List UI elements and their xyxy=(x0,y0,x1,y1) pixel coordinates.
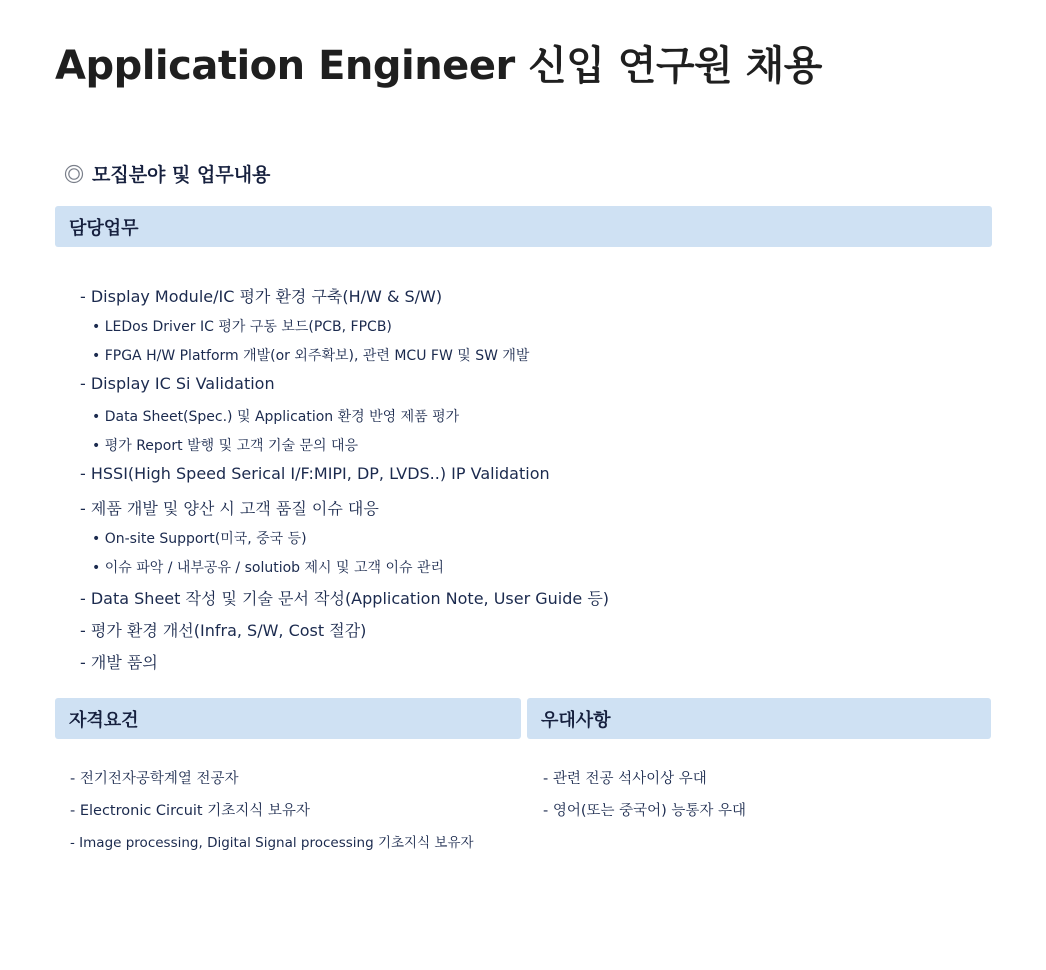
qualifications-header: 자격요건 xyxy=(55,698,521,739)
section-heading-label: 모집분야 및 업무내용 xyxy=(92,164,271,186)
duty-subitem: • 이슈 파악 / 내부공유 / solutiob 제시 및 고객 이슈 관리 xyxy=(92,560,445,576)
preference-item: - 관련 전공 석사이상 우대 xyxy=(543,771,707,787)
preferences-header: 우대사항 xyxy=(527,698,991,739)
duty-subitem: • LEDos Driver IC 평가 구동 보드(PCB, FPCB) xyxy=(92,319,392,335)
duty-item: - 개발 품의 xyxy=(80,653,158,672)
section-heading xyxy=(64,160,270,187)
qualification-item: - Image processing, Digital Signal processing 기초지식 보유자 xyxy=(70,835,474,851)
duty-item: - Data Sheet 작성 및 기술 문서 작성(Application Note, User Guide 등) xyxy=(80,589,610,608)
double-circle-icon xyxy=(64,164,84,184)
duty-item: - HSSI(High Speed Serical I/F:MIPI, DP, LVDS..) IP Validation xyxy=(80,464,550,483)
duty-item: - Display Module/IC 평가 환경 구축(H/W & S/W) xyxy=(80,287,443,306)
duty-subitem: • FPGA H/W Platform 개발(or 외주확보), 관련 MCU FW 및 SW 개발 xyxy=(92,348,530,364)
duty-item: - 평가 환경 개선(Infra, S/W, Cost 절감) xyxy=(80,621,367,640)
duty-item: - 제품 개발 및 양산 시 고객 품질 이슈 대응 xyxy=(80,499,379,518)
qualification-item: - Electronic Circuit 기초지식 보유자 xyxy=(70,803,310,819)
duties-header: 담당업무 xyxy=(55,206,992,247)
page-title: Application Engineer 신입 연구원 채용 xyxy=(55,43,822,89)
duty-subitem: • 평가 Report 발행 및 고객 기술 문의 대응 xyxy=(92,438,359,454)
duty-item: - Display IC Si Validation xyxy=(80,374,275,393)
preference-item: - 영어(또는 중국어) 능통자 우대 xyxy=(543,803,747,819)
qualification-item: - 전기전자공학계열 전공자 xyxy=(70,771,239,787)
duty-subitem: • Data Sheet(Spec.) 및 Application 환경 반영 제품 평가 xyxy=(92,409,460,425)
duty-subitem: • On-site Support(미국, 중국 등) xyxy=(92,531,307,547)
